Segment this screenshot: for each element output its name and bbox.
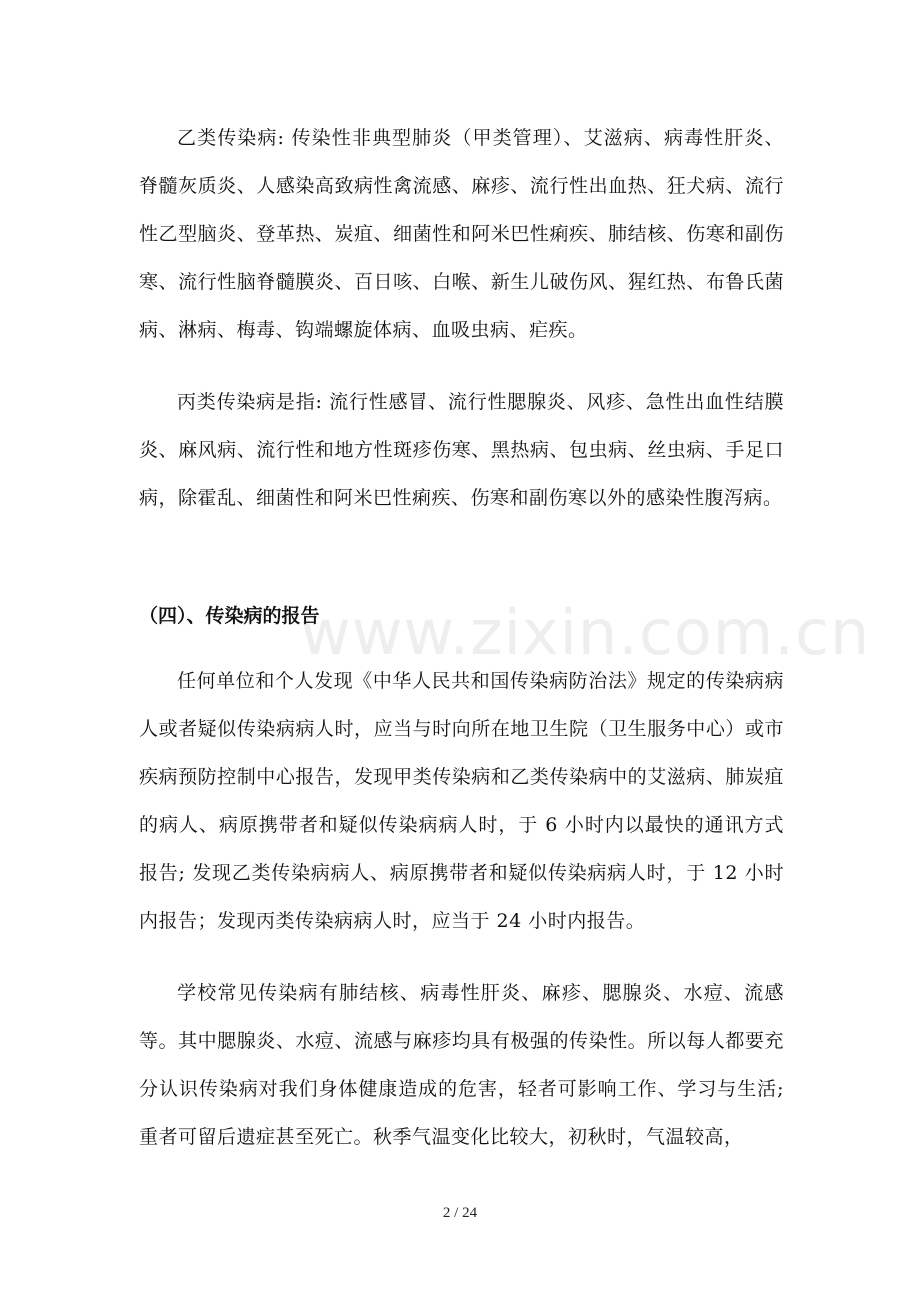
paragraph-school-diseases: 学校常见传染病有肺结核、病毒性肝炎、麻疹、腮腺炎、水痘、流感等。其中腮腺炎、水痘、流感与麻疹均具有极强的传染性。所以每人都要充分认识传染病对我们身体健康造成的危害，轻者可影响工作、学习与生活; 重者可留后遗症甚至死亡。秋季气温变化比较大，初秋时，气温较高， (139, 982, 784, 1148)
section-heading: （四）、传染病的报告 (139, 605, 320, 627)
paragraph-class-b-diseases: 乙类传染病: 传染性非典型肺炎（甲类管理）、艾滋病、病毒性肝炎、脊髓灰质炎、人感染高致病性禽流感、麻疹、流行性出血热、狂犬病、流行性乙型脑炎、登革热、炭疽、细菌性和阿米巴性痢疾、肺结核、伤寒和副伤寒、流行性脑脊髓膜炎、百日咳、白喉、新生儿破伤风、猩红热、布鲁氏菌病、淋病、梅毒、钩端螺旋体病、血吸虫病、疟疾。 (139, 127, 784, 341)
page-number: 2 / 24 (442, 1205, 478, 1221)
paragraph-class-c-diseases: 丙类传染病是指: 流行性感冒、流行性腮腺炎、风疹、急性出血性结膜炎、麻风病、流行性和地方性斑疹伤寒、黑热病、包虫病、丝虫病、手足口病，除霍乱、细菌性和阿米巴性痢疾、伤寒和副伤寒以外的感染性腹泻病。 (139, 391, 784, 509)
watermark: www.zixin.com.cn (300, 596, 871, 669)
paragraph-reporting-rules: 任何单位和个人发现《中华人民共和国传染病防治法》规定的传染病病人或者疑似传染病病人时，应当与时向所在地卫生院（卫生服务中心）或市疾病预防控制中心报告，发现甲类传染病和乙类传染病中的艾滋病、肺炭疽的病人、病原携带者和疑似传染病病人时，于 6 小时内以最快的通讯方式报告; 发现乙类传染病病人、病原携带者和疑似传染病病人时，于 12 小时内报告；发现丙类传染病病人时，应当于 24 小时内报告。 (139, 670, 784, 932)
